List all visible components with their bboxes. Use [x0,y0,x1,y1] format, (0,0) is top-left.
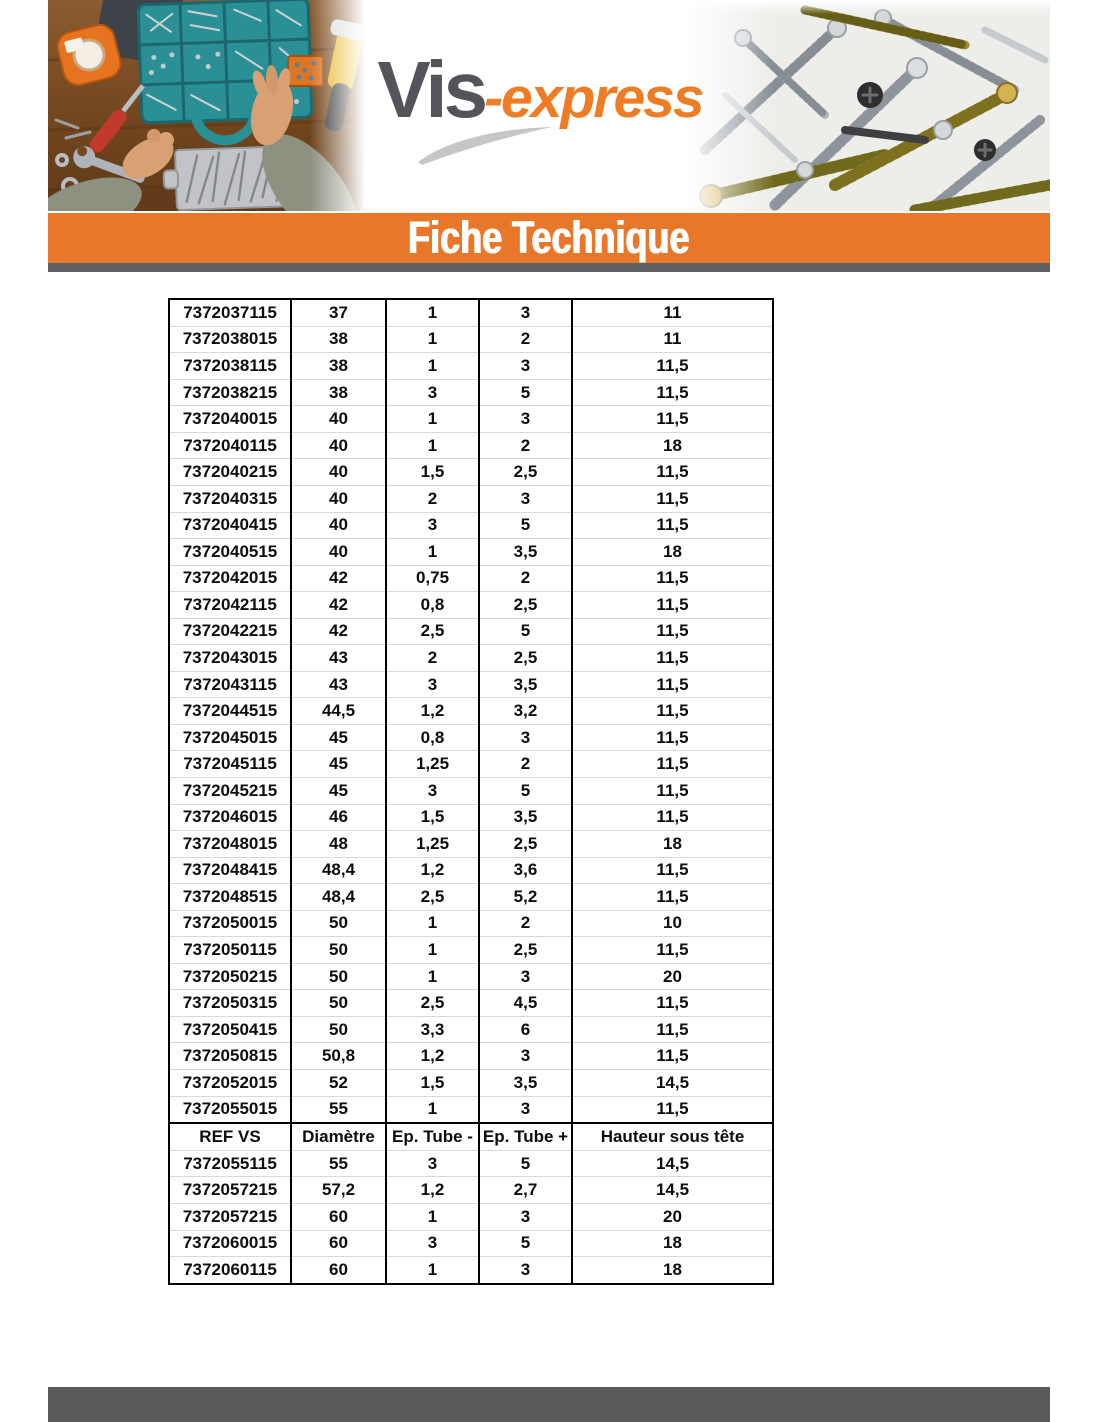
workbench-photo-graphic [48,0,365,211]
table-cell: 7372050215 [169,963,291,990]
table-cell: 3 [386,379,479,406]
table-cell: 7372040515 [169,539,291,566]
table-cell: 3,5 [479,539,572,566]
table-row [169,1069,773,1096]
table-cell: 3 [386,777,479,804]
table-row [169,884,773,911]
logo-swoosh-graphic [405,118,565,170]
table-cell: 18 [572,432,773,459]
workbench-photo [48,0,365,211]
table-cell: 7372050015 [169,910,291,937]
table-row [169,751,773,778]
table-row [169,432,773,459]
table-cell: 18 [572,1257,773,1284]
table-cell: 7372045215 [169,777,291,804]
table-cell: 42 [291,565,386,592]
table-cell: 7372044515 [169,698,291,725]
table-cell: 20 [572,963,773,990]
table-cell: 5 [479,618,572,645]
screws-photo-graphic [685,0,1050,211]
table-cell: 1 [386,432,479,459]
table-cell: 40 [291,406,386,433]
table-cell: 45 [291,724,386,751]
table-cell: 43 [291,645,386,672]
table-cell: 3 [386,512,479,539]
table-cell: 7372040115 [169,432,291,459]
table-cell: 3 [386,1150,479,1177]
table-cell: 0,8 [386,724,479,751]
table-row [169,990,773,1017]
table-cell: 50 [291,910,386,937]
page-title: Fiche Technique [408,212,690,263]
title-banner [48,213,1050,263]
table-cell: 7372042015 [169,565,291,592]
table-cell: 3 [479,724,572,751]
table-cell: 3 [479,299,572,326]
table-row [169,485,773,512]
table-row [169,326,773,353]
table-cell: 5,2 [479,884,572,911]
table-cell: 2,5 [479,937,572,964]
table-cell: 3 [479,1203,572,1230]
table-cell: 3,3 [386,1016,479,1043]
table-cell: 7372045015 [169,724,291,751]
table-cell: 5 [479,1230,572,1257]
table-cell: 3 [479,1257,572,1284]
logo-suffix-text: -express [484,66,703,130]
table-cell: 42 [291,618,386,645]
table-cell: 11,5 [572,698,773,725]
table-cell: 3 [479,963,572,990]
table-cell: 3 [479,353,572,380]
table-row [169,1177,773,1204]
table-cell: 45 [291,777,386,804]
table-cell: 52 [291,1069,386,1096]
table-row [169,1043,773,1070]
table-cell: 7372038015 [169,326,291,353]
table-cell: 7372050815 [169,1043,291,1070]
table-cell: 40 [291,512,386,539]
table-cell: 2,5 [386,618,479,645]
table-row [169,804,773,831]
table-cell: 40 [291,459,386,486]
table-cell: 42 [291,592,386,619]
table-cell: 3,6 [479,857,572,884]
table-cell: 7372060115 [169,1257,291,1284]
table-row [169,618,773,645]
table-cell: 11,5 [572,618,773,645]
table-cell: 7372048515 [169,884,291,911]
table-cell: 1 [386,539,479,566]
table-cell: 7372057215 [169,1203,291,1230]
table-cell: 11,5 [572,1096,773,1123]
table-cell: 5 [479,379,572,406]
table-cell: 7372040215 [169,459,291,486]
table-cell: 2,5 [479,592,572,619]
table-cell: 1 [386,910,479,937]
table-cell: 11,5 [572,751,773,778]
table-cell: 1 [386,937,479,964]
table-cell: 60 [291,1203,386,1230]
table-cell: 50,8 [291,1043,386,1070]
table-cell: 7372043115 [169,671,291,698]
table-cell: 18 [572,1230,773,1257]
table-row [169,1016,773,1043]
table-cell: 18 [572,831,773,858]
table-cell: 2,5 [386,990,479,1017]
table-cell: 2 [479,910,572,937]
table-cell: 48 [291,831,386,858]
table-cell: 11,5 [572,1016,773,1043]
table-cell: 7372055015 [169,1096,291,1123]
table-cell: 11,5 [572,592,773,619]
table-cell: 2,7 [479,1177,572,1204]
table-cell: 14,5 [572,1150,773,1177]
table-row [169,459,773,486]
logo-brand-text: Vis [377,45,485,134]
table-cell: 4,5 [479,990,572,1017]
table-cell: 1,2 [386,1043,479,1070]
table-row [169,406,773,433]
spec-table-body [169,299,773,1284]
table-cell: 48,4 [291,884,386,911]
table-cell: 37 [291,299,386,326]
table-cell: 40 [291,432,386,459]
table-cell: 7372050115 [169,937,291,964]
table-cell: 10 [572,910,773,937]
table-cell: 1 [386,353,479,380]
table-cell: 2 [479,326,572,353]
table-cell: 7372046015 [169,804,291,831]
table-cell: 7372042215 [169,618,291,645]
spec-table [168,298,774,1285]
table-cell: 2 [479,432,572,459]
table-cell: 38 [291,326,386,353]
table-cell: 1,2 [386,698,479,725]
column-header-cell: Ep. Tube + [479,1123,572,1150]
table-cell: 38 [291,379,386,406]
table-cell: 3,5 [479,671,572,698]
table-cell: 11,5 [572,512,773,539]
table-cell: 20 [572,1203,773,1230]
table-row [169,299,773,326]
table-cell: 2 [479,751,572,778]
table-cell: 1 [386,299,479,326]
table-cell: 3 [479,1096,572,1123]
table-cell: 11,5 [572,379,773,406]
table-cell: 2,5 [479,645,572,672]
table-row [169,645,773,672]
table-row [169,777,773,804]
table-cell: 14,5 [572,1069,773,1096]
table-cell: 7372040015 [169,406,291,433]
table-cell: 50 [291,990,386,1017]
table-cell: 38 [291,353,386,380]
table-cell: 2 [386,645,479,672]
table-cell: 11,5 [572,804,773,831]
table-cell: 1,5 [386,804,479,831]
table-cell: 50 [291,937,386,964]
table-cell: 57,2 [291,1177,386,1204]
table-cell: 45 [291,751,386,778]
table-cell: 1,5 [386,1069,479,1096]
table-cell: 40 [291,539,386,566]
table-cell: 11 [572,326,773,353]
table-cell: 11,5 [572,565,773,592]
table-row [169,1203,773,1230]
table-row [169,963,773,990]
column-header-cell: REF VS [169,1123,291,1150]
table-cell: 7372050315 [169,990,291,1017]
table-cell: 11,5 [572,884,773,911]
table-cell: 50 [291,963,386,990]
table-row [169,353,773,380]
table-row [169,937,773,964]
table-row [169,1150,773,1177]
table-cell: 14,5 [572,1177,773,1204]
table-cell: 2 [479,565,572,592]
banner-underline-strip [48,263,1050,272]
table-cell: 0,75 [386,565,479,592]
table-row [169,592,773,619]
table-cell: 55 [291,1096,386,1123]
table-row [169,857,773,884]
column-header-cell: Ep. Tube - [386,1123,479,1150]
table-cell: 11,5 [572,990,773,1017]
table-cell: 11,5 [572,406,773,433]
table-cell: 3,2 [479,698,572,725]
table-cell: 11,5 [572,459,773,486]
table-cell: 40 [291,485,386,512]
table-row [169,671,773,698]
table-cell: 2,5 [479,459,572,486]
table-cell: 48,4 [291,857,386,884]
table-row [169,565,773,592]
table-row [169,831,773,858]
table-cell: 2,5 [479,831,572,858]
table-cell: 7372052015 [169,1069,291,1096]
table-cell: 1 [386,1203,479,1230]
table-cell: 7372042115 [169,592,291,619]
table-cell: 1,25 [386,831,479,858]
column-header-cell: Hauteur sous tête [572,1123,773,1150]
table-cell: 1 [386,326,479,353]
table-cell: 46 [291,804,386,831]
table-cell: 7372055115 [169,1150,291,1177]
table-cell: 11,5 [572,777,773,804]
table-cell: 11 [572,299,773,326]
table-row [169,724,773,751]
table-cell: 5 [479,1150,572,1177]
table-cell: 7372040315 [169,485,291,512]
table-cell: 60 [291,1230,386,1257]
table-cell: 1,2 [386,857,479,884]
table-cell: 7372050415 [169,1016,291,1043]
table-header-row [169,1123,773,1150]
table-row [169,379,773,406]
screws-photo [685,0,1050,211]
table-cell: 2 [386,485,479,512]
table-cell: 1,5 [386,459,479,486]
table-cell: 11,5 [572,485,773,512]
table-cell: 7372048015 [169,831,291,858]
footer-bar [48,1387,1050,1422]
table-cell: 11,5 [572,724,773,751]
table-cell: 7372048415 [169,857,291,884]
table-row [169,1230,773,1257]
table-cell: 5 [479,777,572,804]
table-cell: 1 [386,406,479,433]
table-row [169,1257,773,1284]
table-cell: 1 [386,1096,479,1123]
table-cell: 11,5 [572,1043,773,1070]
table-cell: 11,5 [572,353,773,380]
table-cell: 7372057215 [169,1177,291,1204]
table-cell: 11,5 [572,671,773,698]
table-cell: 7372040415 [169,512,291,539]
table-cell: 3 [479,485,572,512]
table-cell: 44,5 [291,698,386,725]
table-cell: 1,2 [386,1177,479,1204]
table-cell: 11,5 [572,645,773,672]
table-cell: 11,5 [572,937,773,964]
column-header-cell: Diamètre [291,1123,386,1150]
table-cell: 3 [386,1230,479,1257]
table-cell: 3 [479,1043,572,1070]
table-cell: 7372043015 [169,645,291,672]
table-cell: 1 [386,1257,479,1284]
table-cell: 7372045115 [169,751,291,778]
table-cell: 2,5 [386,884,479,911]
table-cell: 11,5 [572,857,773,884]
table-cell: 3,5 [479,804,572,831]
table-cell: 7372038215 [169,379,291,406]
table-cell: 6 [479,1016,572,1043]
table-row [169,698,773,725]
table-cell: 1 [386,963,479,990]
table-row [169,1096,773,1123]
table-row [169,512,773,539]
table-row [169,539,773,566]
table-row [169,910,773,937]
table-cell: 7372037115 [183,302,277,322]
table-cell: 43 [291,671,386,698]
table-cell: 60 [291,1257,386,1284]
table-cell: 0,8 [386,592,479,619]
table-cell: 50 [291,1016,386,1043]
table-cell: 5 [479,512,572,539]
table-cell: 3 [479,406,572,433]
table-cell: 3,5 [479,1069,572,1096]
table-cell: 18 [572,539,773,566]
table-cell: 1,25 [386,751,479,778]
table-cell: 7372060015 [169,1230,291,1257]
table-cell: 3 [386,671,479,698]
table-cell: 7372038115 [169,353,291,380]
table-cell: 55 [291,1150,386,1177]
